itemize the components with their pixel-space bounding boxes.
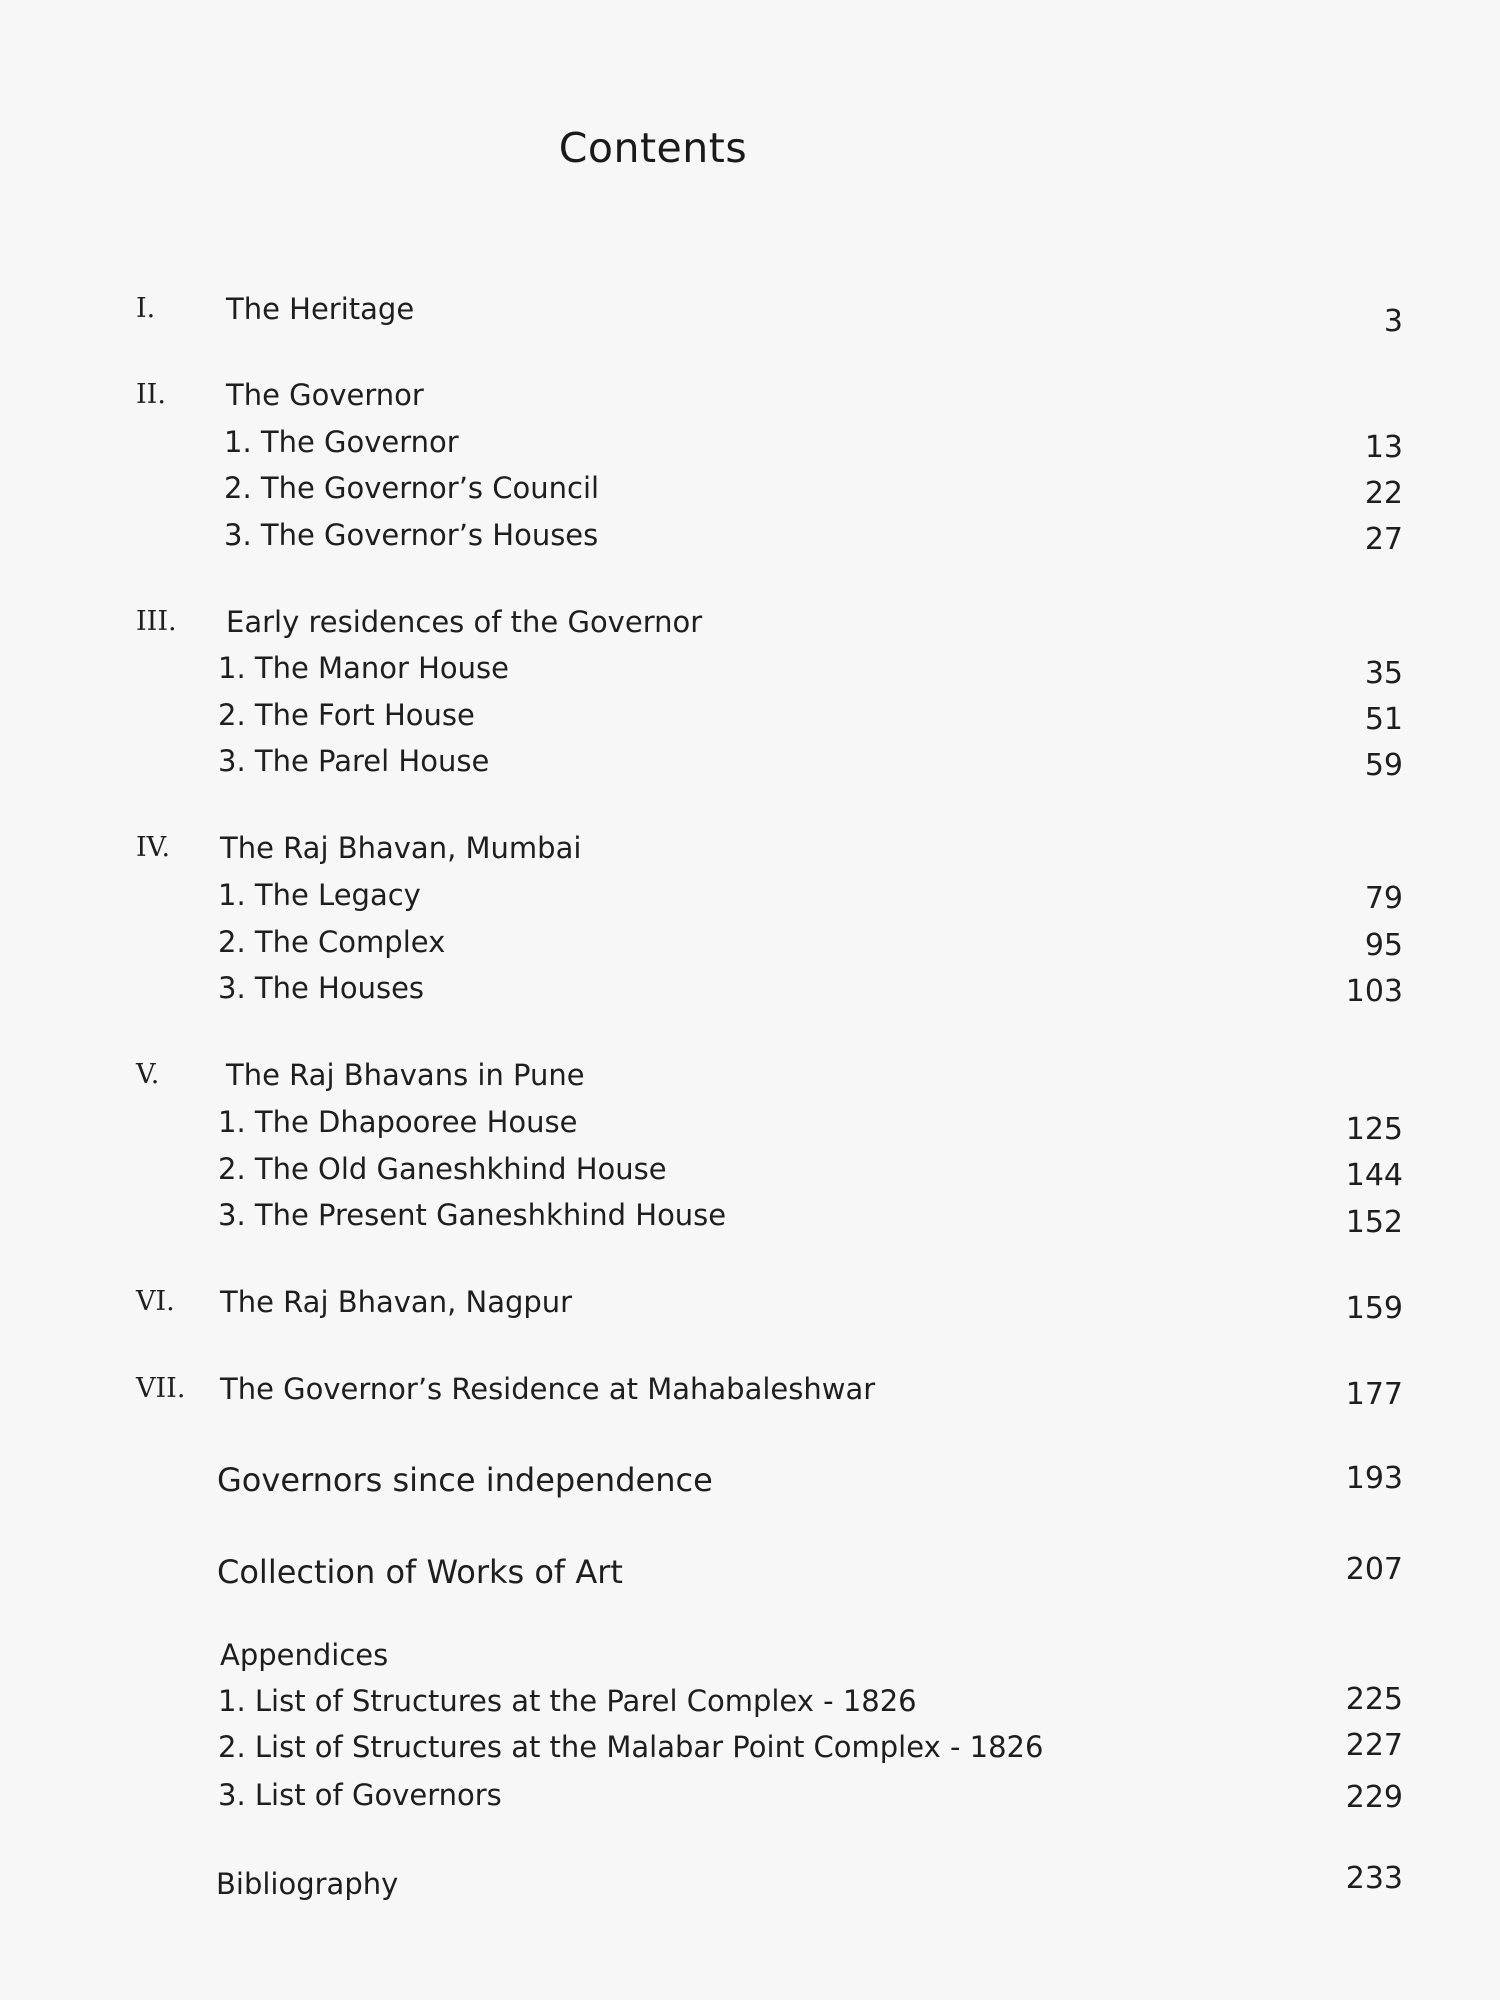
page-number: 193	[1345, 1461, 1403, 1496]
page-number: 35	[1364, 656, 1403, 691]
section-title: 2. The Old Ganeshkhind House	[218, 1152, 667, 1186]
page-number: 51	[1364, 702, 1403, 737]
chapter-numeral: VI.	[136, 1286, 175, 1317]
page-number: 59	[1364, 748, 1403, 783]
chapter-title: Early residences of the Governor	[226, 605, 703, 639]
chapter-title: The Governor	[226, 378, 424, 412]
page-number: 3	[1383, 304, 1403, 339]
appendix-title: 2. List of Structures at the Malabar Point Complex - 1826	[218, 1730, 1044, 1764]
page-number: 22	[1364, 476, 1403, 511]
entry-title: Collection of Works of Art	[217, 1553, 623, 1591]
page-number: 227	[1345, 1728, 1403, 1763]
appendix-title: 3. List of Governors	[218, 1778, 502, 1812]
page-number: 144	[1345, 1158, 1403, 1193]
chapter-numeral: III.	[136, 606, 177, 637]
chapter-title: The Governor’s Residence at Mahabaleshwar	[220, 1372, 876, 1406]
section-title: 1. The Dhapooree House	[218, 1105, 578, 1139]
section-title: 3. The Houses	[218, 971, 425, 1005]
chapter-numeral: II.	[136, 379, 166, 410]
page-number: 229	[1345, 1780, 1403, 1815]
section-title: 3. The Present Ganeshkhind House	[218, 1198, 727, 1232]
page-number: 207	[1345, 1552, 1403, 1587]
section-title: 1. The Governor	[224, 425, 459, 459]
page-number: 125	[1345, 1112, 1403, 1147]
chapter-numeral: VII.	[136, 1373, 186, 1404]
section-title: 2. The Fort House	[218, 698, 475, 732]
section-title: 2. The Governor’s Council	[224, 471, 600, 505]
page-number: 95	[1364, 928, 1403, 963]
page-number: 233	[1345, 1861, 1403, 1896]
page-number: 177	[1345, 1377, 1403, 1412]
section-title: 3. The Parel House	[218, 744, 490, 778]
chapter-numeral: IV.	[136, 832, 171, 863]
chapter-title: The Raj Bhavans in Pune	[226, 1058, 585, 1092]
chapter-numeral: I.	[136, 293, 156, 324]
section-title: 3. The Governor’s Houses	[224, 518, 599, 552]
chapter-numeral: V.	[136, 1059, 160, 1090]
appendix-title: 1. List of Structures at the Parel Complex - 1826	[218, 1684, 917, 1718]
entry-title: Governors since independence	[217, 1461, 713, 1499]
page-number: 79	[1364, 881, 1403, 916]
page-number: 103	[1345, 974, 1403, 1009]
chapter-title: The Heritage	[226, 292, 415, 326]
section-title: 1. The Legacy	[218, 878, 421, 912]
page-number: 152	[1345, 1205, 1403, 1240]
chapter-title: The Raj Bhavan, Nagpur	[220, 1285, 573, 1319]
section-title: 1. The Manor House	[218, 651, 509, 685]
page-title: Contents	[558, 124, 748, 172]
page-number: 13	[1364, 430, 1403, 465]
page-number: 225	[1345, 1682, 1403, 1717]
section-title: 2. The Complex	[218, 925, 446, 959]
page-number: 27	[1364, 522, 1403, 557]
page-number: 159	[1345, 1291, 1403, 1326]
entry-title: Bibliography	[216, 1867, 399, 1901]
chapter-title: The Raj Bhavan, Mumbai	[220, 831, 582, 865]
appendices-title: Appendices	[220, 1638, 389, 1672]
